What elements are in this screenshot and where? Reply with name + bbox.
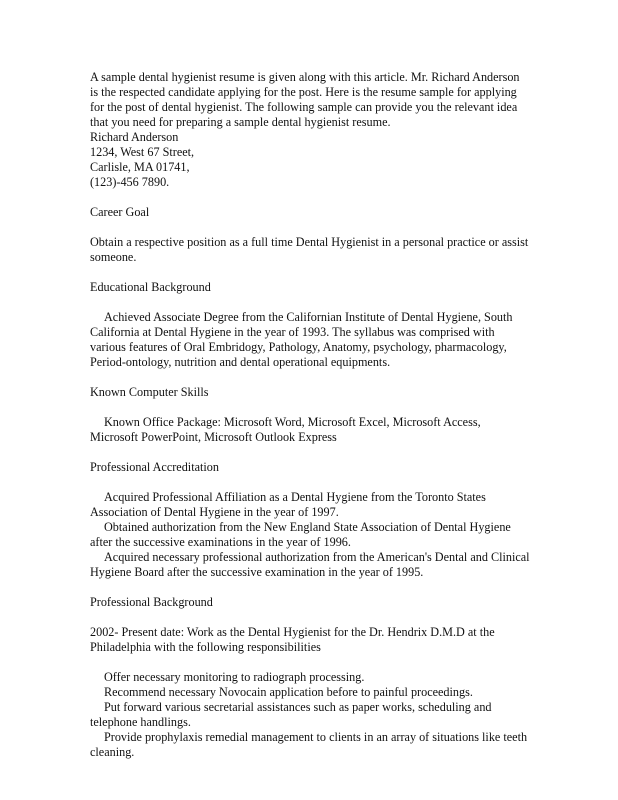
accreditation-item: Acquired necessary professional authorization from the American's Dental and Clinical Hygiene Board after the successive examination in the year of 1995. bbox=[90, 550, 530, 579]
list-item: Offer necessary monitoring to radiograph processing. bbox=[104, 670, 365, 684]
intro-line: that you need for preparing a sample dental hygienist resume. bbox=[90, 115, 391, 129]
computer-skills-text: Known Office Package: Microsoft Word, Microsoft Excel, Microsoft Access, Microsoft PowerPoint, Microsoft Outlook Express bbox=[90, 415, 481, 444]
responsibilities-list bbox=[90, 670, 530, 760]
contact-block bbox=[90, 130, 530, 190]
intro-line: is the respected candidate applying for the post. Here is the resume sample for applying bbox=[90, 85, 517, 99]
intro-paragraph bbox=[90, 70, 530, 130]
career-goal-text: Obtain a respective position as a full time Dental Hygienist in a personal practice or assist someone. bbox=[90, 235, 529, 264]
education-text: Achieved Associate Degree from the Californian Institute of Dental Hygiene, South California at Dental Hygiene in the year of 1993. The syllabus was comprised with various features of Oral Embridogy, Pathology, Anatomy, psychology, pharmacology, Period-ontology, nutrition and dental operational equipments. bbox=[90, 310, 513, 369]
list-item: Put forward various secretarial assistances such as paper works, scheduling and telephone handlings. bbox=[90, 700, 492, 729]
resume-document bbox=[90, 70, 530, 760]
intro-line: A sample dental hygienist resume is given along with this article. Mr. Richard Anderson bbox=[90, 70, 520, 84]
street-address: 1234, West 67 Street, bbox=[90, 145, 195, 159]
background-heading: Professional Background bbox=[90, 595, 213, 609]
career-goal-heading: Career Goal bbox=[90, 205, 150, 219]
list-item: Recommend necessary Novocain application before to painful proceedings. bbox=[104, 685, 473, 699]
candidate-name: Richard Anderson bbox=[90, 130, 179, 144]
education-heading: Educational Background bbox=[90, 280, 211, 294]
job-description: 2002- Present date: Work as the Dental Hygienist for the Dr. Hendrix D.M.D at the Philadelphia with the following responsibilities bbox=[90, 625, 495, 654]
city-address: Carlisle, MA 01741, bbox=[90, 160, 190, 174]
computer-skills-heading: Known Computer Skills bbox=[90, 385, 209, 399]
accreditation-item: Acquired Professional Affiliation as a Dental Hygiene from the Toronto States Association of Dental Hygiene in the year of 1997. bbox=[90, 490, 486, 519]
intro-line: for the post of dental hygienist. The following sample can provide you the relevant idea bbox=[90, 100, 518, 114]
accreditation-item: Obtained authorization from the New England State Association of Dental Hygiene after the successive examinations in the year of 1996. bbox=[90, 520, 511, 549]
list-item: Provide prophylaxis remedial management to clients in an array of situations like teeth cleaning. bbox=[90, 730, 528, 759]
phone-number: (123)-456 7890. bbox=[90, 175, 170, 189]
accreditation-heading: Professional Accreditation bbox=[90, 460, 219, 474]
